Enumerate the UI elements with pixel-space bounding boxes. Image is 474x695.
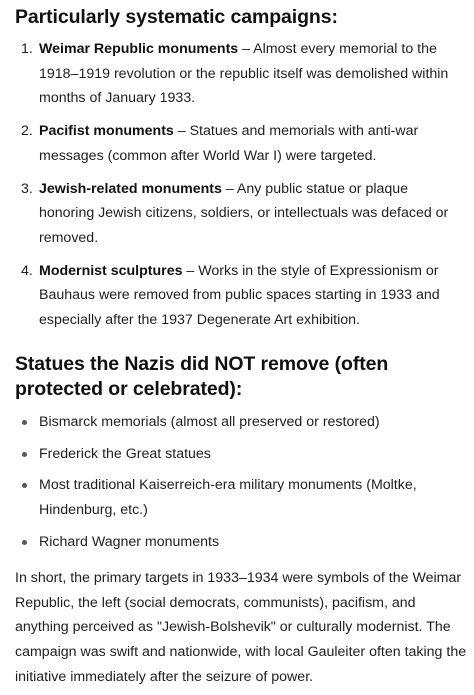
bullet-icon xyxy=(22,420,27,425)
item-text: Frederick the Great statues xyxy=(39,445,211,462)
list-item xyxy=(15,473,467,522)
item-title: Modernist sculptures xyxy=(39,262,183,279)
item-title: Pacifist monuments xyxy=(39,123,174,140)
list-item xyxy=(15,119,467,168)
section-heading-not-removed: Statues the Nazis did NOT remove (often protected or celebrated): xyxy=(15,353,389,400)
list-item xyxy=(15,442,467,467)
item-title: Weimar Republic monuments xyxy=(39,41,239,57)
not-removed-bullet-list xyxy=(15,410,467,562)
item-text: Bismarck memorials (almost all preserved or restored) xyxy=(39,414,380,430)
item-text: – Works in the style of Expressionism or Bauhaus were removed from public spaces starting in 1933 and especially after the 1937 Degenerate Art exhibition. xyxy=(39,262,440,329)
bullet-icon xyxy=(22,540,27,545)
list-item xyxy=(15,410,467,435)
list-item xyxy=(15,37,467,111)
bullet-icon xyxy=(22,483,27,488)
section-heading-campaigns: Particularly systematic campaigns: xyxy=(15,6,338,28)
summary-paragraph: In short, the primary targets in 1933–1934 were symbols of the Weimar Republic, the left (social democrats, communists), pacifism, and anything perceived as "Jewish-Bolshevik" or culturally modernist. The campaign was swift and nationwide, with local Gauleiter often taking the initiative immediately after the seizure of power. xyxy=(15,570,467,685)
campaigns-numbered-list xyxy=(15,37,467,341)
list-number: 4. xyxy=(21,262,33,279)
item-text: Richard Wagner monuments xyxy=(39,533,220,550)
item-text: – Statues and memorials with anti-war messages (common after World War I) were targeted. xyxy=(39,123,419,164)
item-text: – Almost every memorial to the 1918–1919 revolution or the republic itself was demolished within months of January 1933. xyxy=(39,41,449,107)
item-title: Jewish-related monuments xyxy=(39,180,222,197)
item-text: – Any public statue or plaque honoring Jewish citizens, soldiers, or intellectuals was defaced or removed. xyxy=(39,180,449,246)
list-number: 3. xyxy=(21,180,33,197)
list-number: 1. xyxy=(21,41,33,57)
list-item xyxy=(15,259,467,333)
item-text: Most traditional Kaiserreich-era military monuments (Moltke, Hindenburg, etc.) xyxy=(39,477,417,519)
list-item xyxy=(15,177,467,251)
list-item xyxy=(15,530,467,555)
bullet-icon xyxy=(22,452,27,457)
list-number: 2. xyxy=(21,123,33,140)
